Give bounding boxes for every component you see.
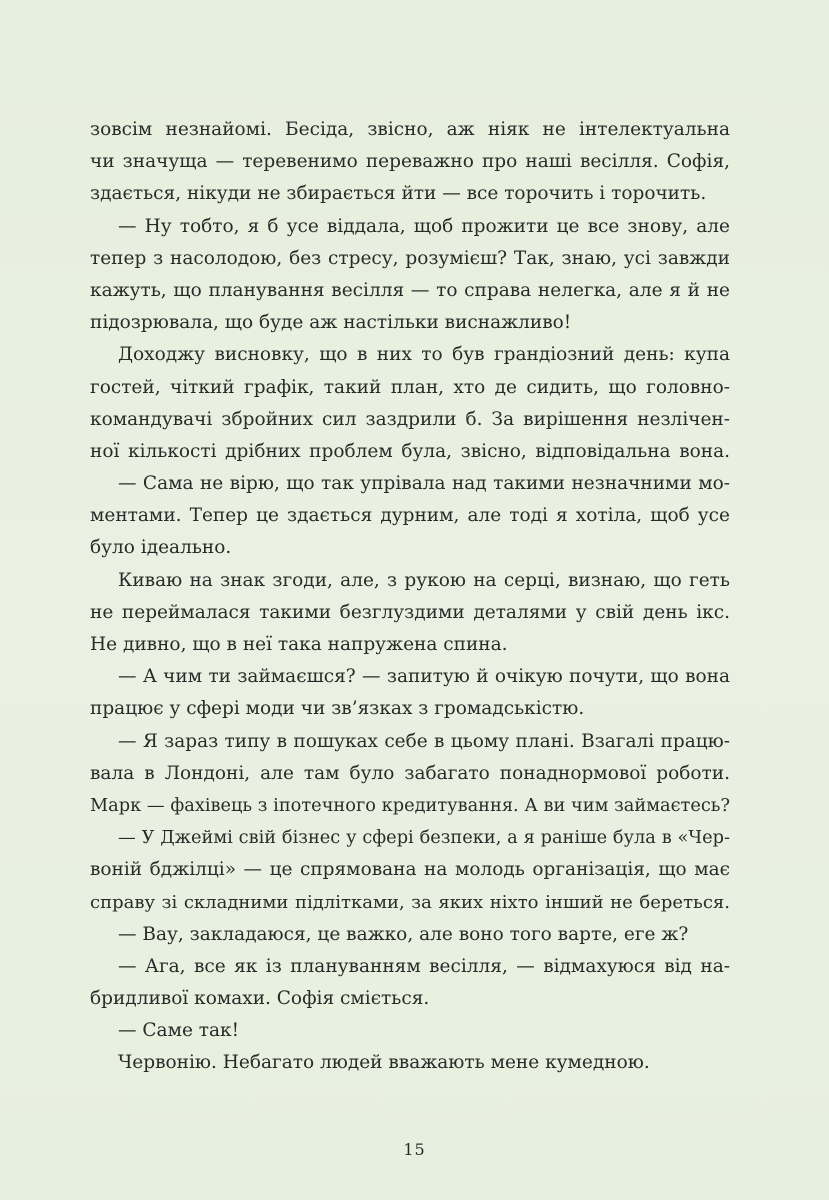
text-line: зовсім незнайомі. Бесіда, звісно, аж ніяк не інтелектуальна (90, 119, 730, 140)
text-line: Киваю на знак згоди, але, з рукою на серці, визнаю, що геть (118, 569, 730, 591)
text-line: — Сама не вірю, що так упрівала над такими незначними мо- (118, 473, 730, 495)
text-line: — Саме так! (118, 1020, 240, 1042)
text-line: підозрювала, що буде аж настільки виснажливо! (90, 312, 572, 334)
text-line: — У Джеймі свій бізнес у сфері безпеки, а я раніше була в «Чер- (118, 828, 730, 849)
text-line: ної кількості дрібних проблем була, звісно, відповідальна вона. (90, 440, 730, 462)
body-text (90, 114, 730, 1080)
text-line: — Ну тобто, я б усе віддала, щоб прожити це все знову, але (118, 215, 730, 237)
text-line: — А чим ти займаєшся? — запитую й очікую почути, що вона (118, 666, 730, 688)
text-line: кажуть, що планування весілля — то справа нелегка, але я й не (90, 279, 730, 301)
text-line: командувачі збройних сил заздрили б. За вирішення незлічен- (90, 408, 730, 430)
text-line: вала в Лондоні, але там було забагато понаднормової роботи. (90, 762, 730, 784)
text-line: тепер з насолодою, без стресу, розумієш? Так, знаю, усі завжди (90, 247, 730, 269)
text-line: здається, нікуди не збирається йти — все торочить і торочить. (90, 183, 707, 205)
text-line: Червонію. Небагато людей вважають мене кумедною. (118, 1052, 650, 1074)
text-line: — Ага, все як із плануванням весілля, — відмахуюся від на- (118, 955, 730, 977)
text-line: бридливої комахи. Софія сміється. (90, 988, 430, 1010)
text-line: справу зі складними підлітками, за яких ніхто інший не береться. (90, 891, 730, 913)
page-number: 15 (403, 1140, 426, 1159)
text-line: Доходжу висновку, що в них то був грандіозний день: купа (118, 344, 730, 366)
text-line: гостей, чіткий графік, такий план, хто де сидить, що головно- (90, 376, 730, 398)
text-line: Марк — фахівець з іпотечного кредитування. А ви чим займаєтесь? (90, 795, 730, 816)
text-line: чи значуща — теревенимо переважно про наші весілля. Софія, (90, 151, 730, 173)
text-line: Не дивно, що в неї така напружена спина. (90, 634, 508, 655)
text-line: працює у сфері моди чи зв’язках з громадськістю. (90, 698, 585, 720)
text-line: — Вау, закладаюся, це важко, але воно того варте, еге ж? (118, 923, 689, 945)
text-line: не переймалася такими безглуздими деталями у свій день ікс. (90, 601, 730, 623)
text-line: воній бджілці» — це спрямована на молодь організація, що має (90, 859, 730, 881)
text-line: ментами. Тепер це здається дурним, але тоді я хотіла, щоб усе (90, 505, 730, 527)
text-line: — Я зараз типу в пошуках себе в цьому плані. Взагалі працю- (118, 730, 730, 752)
text-line: було ідеально. (90, 537, 232, 559)
